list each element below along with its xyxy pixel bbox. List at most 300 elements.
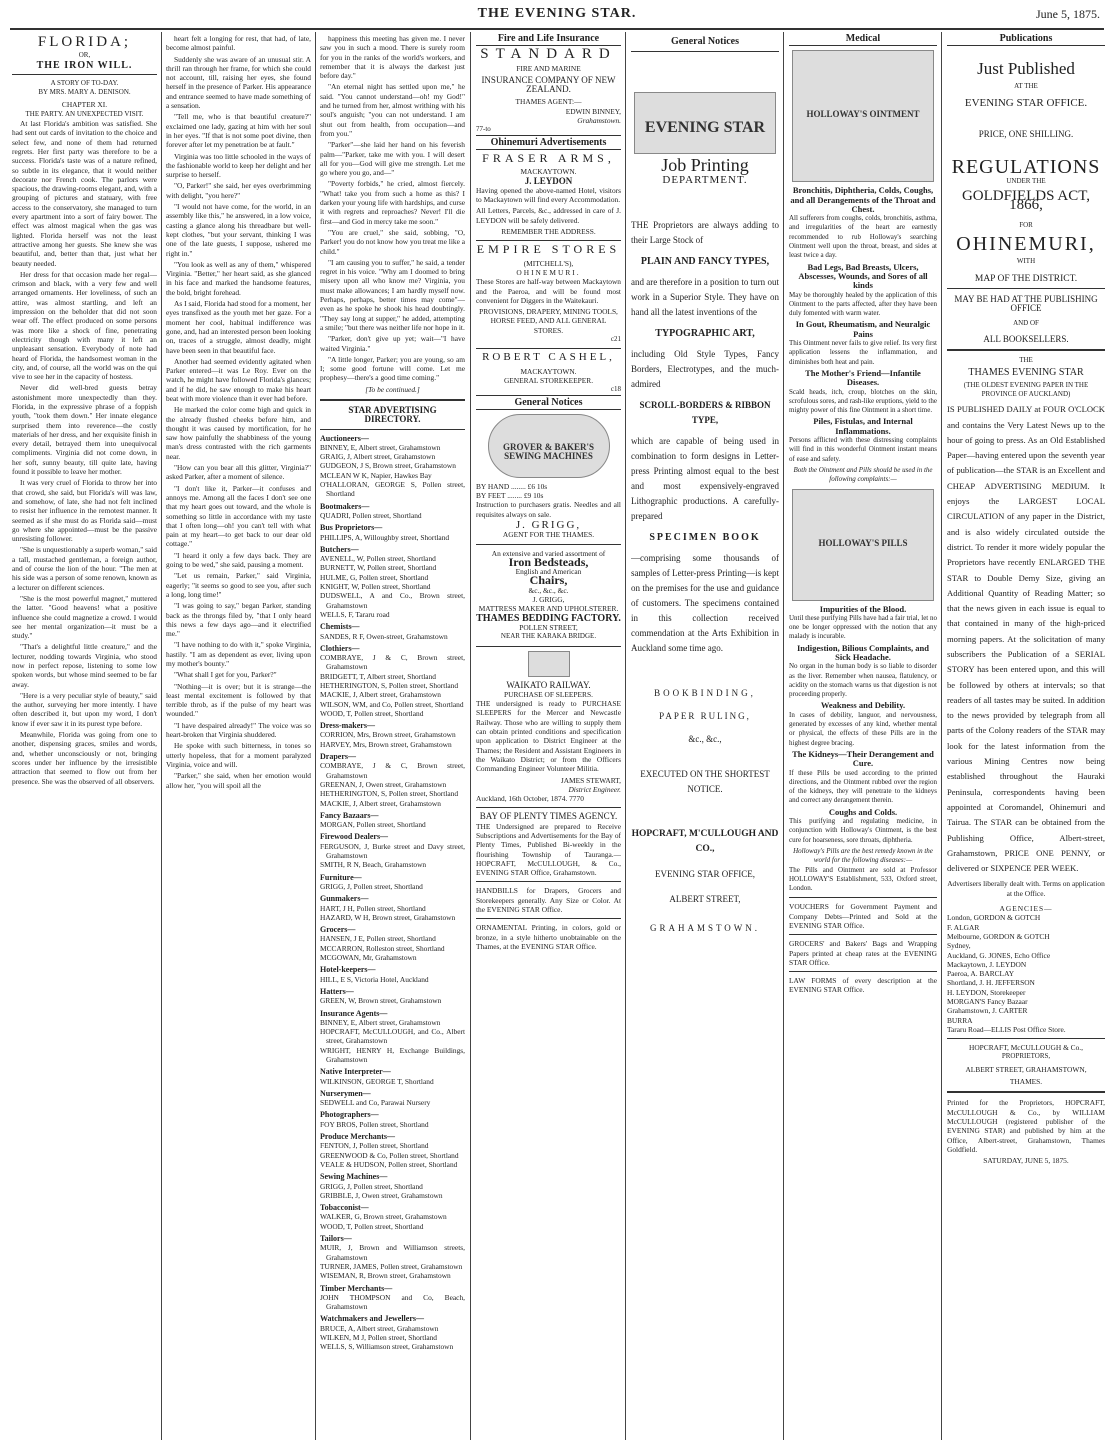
impurities-heading: Impurities of the Blood.	[819, 603, 907, 614]
directory-entry	[320, 925, 465, 962]
story-paragraph: "What shall I get for you, Parker?"	[174, 670, 277, 680]
story-paragraph: "Let us remain, Parker," said Virginia, eagerly; "it seems so good to see you, after such a long, long time!"	[166, 571, 311, 599]
masthead-title: THE EVENING STAR.	[477, 6, 637, 21]
agency-line: H. LEYDON, Storekeeper	[947, 987, 1026, 997]
story-paragraph: Virginia was too little schooled in the ways of the fashionable world to keep her delight and her surprise to herself.	[166, 151, 311, 180]
directory-line: BINNEY, E, Albert street, Grahamstown	[320, 1017, 441, 1027]
advertisers: Advertisers liberally dealt with. Terms on application at the Office.	[947, 879, 1105, 898]
thames: THAMES.	[1009, 1077, 1043, 1087]
mackaytown: MACKAYTOWN.	[520, 366, 577, 376]
column-story	[12, 34, 157, 1440]
directory-line: WISEMAN, R, Brown street, Grahamstown	[320, 1271, 451, 1281]
general-storekeeper: GENERAL STOREKEEPER.	[503, 375, 594, 385]
directory-category: Bus Proprietors—	[320, 523, 383, 533]
story-paragraph: "Poverty forbids," he cried, almost fiercely. "What! take you from such a home as this? I darken your young life with hardships, and curse it with regrets and reproaches? Never! I'll die first—and God in mercy take me soon."	[320, 179, 465, 226]
job-text: and are therefore in a position to turn out work in a Superior Style. They have on hand all the latest inventions of the	[631, 277, 779, 317]
story-paragraph: It was very cruel of Florida to throw her into that crowd, she said, but Florida's will was law, and somehow, of late, she had not felt inclined to resist her influence in the remotest manner. It seemed as if she must do as Florida said—must go where she appointed—must be the passive unresisting follower.	[12, 478, 157, 544]
masthead-date: June 5, 1875.	[1036, 7, 1100, 21]
letters-text: All Letters, Parcels, &c., addressed in care of J. LEYDON will be safely delivered.	[476, 206, 621, 225]
directory-line: MUIR, J, Brown and Williamson streets, Grahamstown	[320, 1243, 465, 1262]
directory-line: MORGAN, Pollen street, Shortland	[320, 820, 426, 830]
agency-line: Grahamstown, J. CARTER	[947, 1006, 1028, 1016]
ointment-label: HOLLOWAY'S OINTMENT	[806, 108, 920, 119]
directory-line: BRUCE, A, Albert street, Grahamstown	[320, 1323, 439, 1333]
section-general-notices: General Notices	[631, 34, 779, 52]
bad-legs-heading: Bad Legs, Bad Breasts, Ulcers, Abscesses, Wounds, and Sores of all kinds	[798, 261, 928, 291]
hopcraft: HOPCRAFT, M'CULLOUGH AND CO.,	[631, 829, 779, 854]
agency-line: MORGAN'S Fancy Bazaar	[947, 997, 1028, 1006]
job-text: including Old Style Types, Fancy Borders, Electrotypes, and the much-admired	[631, 349, 779, 389]
directory-entry	[320, 523, 465, 542]
imprint-text: Printed for the Proprietors, HOPCRAFT, McCULLOUGH & Co., by WILLIAM McCULLOUGH (registered publisher of the EVENING STAR) and published by him at the Office, Albert-street, Grahamstown, Thames Goldfield.	[947, 1098, 1105, 1154]
specimen-book: SPECIMEN BOOK	[649, 532, 761, 543]
emblem-label: GROVER & BAKER'S SEWING MACHINES	[502, 441, 594, 461]
pollen-street: POLLEN STREET,	[519, 622, 578, 632]
coughs-text: This purifying and regulating medicine, in conjunction with Holloway's Ointment, is the best cure for hoarseness, sore throats, diphtheria.	[789, 817, 937, 844]
directory-line: MCLEAN W K, Napier, Hawkes Bay	[320, 470, 432, 480]
directory-category: Photographers—	[320, 1110, 379, 1120]
directory-line: FERGUSON, J, Burke street and Davy street, Grahamstown	[320, 841, 465, 861]
directory-entry	[320, 1009, 465, 1065]
bay-text: THE Undersigned are prepared to Receive Subscriptions and Advertisements for the Bay of Plenty Times, Published Bi-weekly in the flourishing Township of Tauranga.—HOPCRAFT, McCULLOUGH, & Co., EVENING STAR Office, Grahamstown.	[476, 821, 621, 878]
standard-heading: STANDARD	[480, 46, 617, 63]
directory-category: Watchmakers and Jewellers—	[320, 1314, 424, 1324]
assortment: An extensive and varied assortment of	[491, 548, 606, 558]
directory-line: HETHERINGTON, S, Pollen street, Shortland	[320, 681, 459, 690]
directory-entry	[320, 1314, 465, 1351]
bookbinding: BOOKBINDING,	[654, 688, 756, 698]
section-fire-insurance: Fire and Life Insurance	[476, 34, 621, 46]
directory-line: WOOD, T, Pollen street, Shortland	[320, 1221, 424, 1231]
directory-category: Furniture—	[320, 872, 362, 882]
job-text: —comprising some thousands of samples of Letter-press Printing—is kept on the premises for the use and guidance of customers. The specimens contained in this collection received commendation at the Arts Exhibition in Auckland some time ago.	[631, 553, 779, 653]
directory-line: WILKINSON, GEORGE T, Shortland	[320, 1076, 434, 1086]
story-paragraph: "Nothing—it is over; but it is strange—the least mental excitement is followed by that terrible throb, as if the pulse of my heart was wounded."	[166, 681, 311, 719]
directory-line: FENTON, J, Pollen street, Shortland	[320, 1141, 429, 1151]
instruct-text: Instruction to purchasers gratis. Needles and all requisites always on sale.	[476, 500, 621, 519]
directory-line: HANSEN, J E, Pollen street, Shortland	[320, 934, 436, 944]
directory-category: Grocers—	[320, 925, 356, 935]
evening-star-logo-icon	[634, 92, 776, 154]
story-paragraph: "Here is a very peculiar style of beauty," said the author, surveying her more intently. I have often described it, but upon my word, I don't know if ever saw it in its purest type before.	[12, 690, 157, 728]
law-forms-text: LAW FORMS of every description at the EVENING STAR Office.	[789, 976, 937, 995]
directory-line: MACKIE, J, Albert street, Grahamstown	[320, 690, 441, 700]
directory-line: PHILLIPS, A, Willoughby street, Shortland	[320, 532, 450, 542]
to-be-continued: [To be continued.]	[365, 384, 420, 394]
ref-code: c21	[610, 335, 621, 344]
mackaytown: MACKAYTOWN.	[520, 167, 577, 177]
bronchitis-text: All sufferers from coughs, colds, bronchitis, asthma, and irregularities of the heart are earnestly recommended to rub Holloway's searching Ointment well upon the throat, breast, and sides at least twice a day.	[789, 214, 937, 260]
piles-heading: Piles, Fistulas, and Internal Inflammations.	[813, 416, 913, 436]
bedding-factory: THAMES BEDDING FACTORY.	[476, 612, 621, 624]
story-paragraph: "An eternal night has settled upon me," he said. "You cannot understand—oh! my God!" and he turned from her, almost writhing with his soul's anguish; "you can not understand. I am shut out from health, from occupation—and from you."	[320, 82, 465, 138]
story-paragraph: Another had seemed evidently agitated when Parker entered—it was Le Roy. Ever on the watch, he might have followed Florida's glances; and if he did, he saw enough to make his heart beat with more violence than it ever had before.	[166, 356, 311, 403]
directory-line: HETHERINGTON, S, Pollen street, Shortland	[320, 789, 459, 799]
and-of: AND OF	[1013, 319, 1039, 328]
indigestion-text: No organ in the human body is so liable to disorder as the liver. Remember when nausea, flatulency, or acidity on the stomach warns us that digestion is not proceeding properly.	[789, 662, 937, 699]
remedy-text: Holloway's Pills are the best remedy known in the world for the following diseases:—	[793, 846, 933, 865]
directory-list	[320, 434, 465, 1352]
agency-line: Tararu Road—ELLIS Post Office Store.	[947, 1024, 1066, 1034]
evening-star-office: EVENING STAR OFFICE,	[654, 869, 756, 879]
story-paragraph: happiness this meeting has given me. I never saw you in such a mood. There is surely room for you in the ranks of the world's workers, and remember that it is always the darkest just before day."	[320, 34, 465, 81]
column-publications	[947, 34, 1105, 1440]
directory-entry	[320, 1284, 465, 1312]
typographic-art: TYPOGRAPHIC ART,	[655, 328, 755, 339]
story-paragraph: He marked the color come high and quick in the already flushed cheeks before him, and thought it was caused by mortification, for he saw how painfully the shabbiness of the young man's dress contrasted with the rich garments near.	[166, 405, 311, 461]
agency-line: BURRA	[947, 1015, 973, 1025]
directory-category: Clothiers—	[320, 643, 360, 653]
directory-category: Tobacconist—	[320, 1203, 369, 1213]
directory-entry	[320, 622, 465, 641]
story-paragraph: "Tell me, who is that beautiful creature?" exclaimed one lady, gazing at him with her soul in her eyes. "If that is not some poet divine, then forever after let my penetration be at fault."	[166, 112, 311, 150]
at-the: AT THE	[1014, 81, 1038, 90]
column-ads-1	[476, 34, 621, 1440]
story-paragraph: At last Florida's ambition was satisfied. She had sent out cards of invitation to the choice and select few, and none of them had returned regrets. Her first party was therefore to be a success. Florida's taste was of a nature refined, so subtle in its elegance, that it would neither decorate nor French cook. The parlors were spacious, the drawing-rooms elegant, and, with a grouping of pictures and statuary, with free access to the conservatory, she managed to turn every apartment into a sort of fairy bower. The effect was almost magical when the gas was lighted. Florida herself was not the least attractive among her guests. She knew she was beautiful, and, better than that, just what her beauty needed.	[12, 119, 157, 268]
directory-category: Auctioneers—	[320, 433, 369, 443]
column-directory	[320, 34, 465, 1440]
story-paragraph: "I heard it only a few days back. They are going to be wed," she said, pausing a moment.	[166, 550, 311, 570]
directory-entry	[320, 1089, 465, 1108]
empire-stores: EMPIRE STORES	[476, 242, 621, 257]
directory-entry	[320, 1203, 465, 1231]
map-of-district: MAP OF THE DISTRICT.	[974, 273, 1078, 284]
directory-category: Timber Merchants—	[320, 1283, 393, 1293]
regulations: REGULATIONS	[951, 156, 1101, 179]
directory-line: WOOD, T, Pollen street, Shortland	[320, 708, 424, 718]
story-paragraph: heart felt a longing for rest, that had, of late, become almost painful.	[166, 34, 311, 53]
directory-entry	[320, 752, 465, 808]
directory-category: Fancy Bazaars—	[320, 810, 379, 820]
directory-line: FOY BROS, Pollen street, Shortland	[320, 1119, 429, 1129]
story-paragraph: "She is the most powerful magnet," muttered the latter. "Good heavens! what a positive influence she could magnetize a crowd. I would see her mental organization—it must be a study."	[12, 593, 157, 641]
directory-line: GRAIG, J, Albert street, Grahamstown	[320, 452, 436, 462]
agency-line: Shortland, J. H. JEFFERSON	[947, 978, 1035, 988]
story-paragraph: "O, Parker!" she said, her eyes overbrimming with delight, "you here?"	[166, 181, 311, 200]
section-publications: Publications	[947, 34, 1105, 46]
story-title: FLORIDA;	[37, 34, 132, 50]
directory-entry	[320, 1132, 465, 1169]
gout-heading: In Gout, Rheumatism, and Neuralgic Pains	[795, 319, 931, 339]
directory-category: Native Interpreter—	[320, 1067, 391, 1077]
agency-line: F. ALGAR	[947, 922, 980, 932]
agent-place: Grahamstown.	[577, 116, 621, 126]
directory-category: Drapers—	[320, 752, 356, 762]
vouchers-text: VOUCHERS for Government Payment and Company Debts—Printed and Sold at the EVENING STAR Office.	[789, 902, 937, 930]
price-by-hand: BY HAND ........ £6 10s	[476, 481, 548, 491]
directory-entry	[320, 1110, 465, 1129]
remember-address: REMEMBER THE ADDRESS.	[501, 227, 596, 237]
directory-line: KNIGHT, W, Pollen street, Shortland	[320, 582, 431, 592]
directory-line: SMITH, R N, Beach, Grahamstown	[320, 860, 427, 870]
directory-line: WELLS, S, Williamson street, Grahamstown	[320, 1342, 454, 1352]
iron-bedsteads: Iron Bedsteads,	[508, 554, 589, 569]
agency-line: London, GORDON & GOTCH	[947, 913, 1041, 923]
directory-category: Hatters—	[320, 986, 354, 996]
leydon-text: Having opened the above-named Hotel, visitors to Mackaytown will find every Accommodation.	[476, 185, 621, 205]
directory-entry	[320, 1234, 465, 1280]
railway-crest-icon	[528, 651, 570, 677]
fraser-arms: FRASER ARMS,	[482, 150, 615, 165]
story-paragraph: "I don't like it, Parker—it confuses and annoys me. Among all the faces I don't see one that my heart goes out toward, and the whole is something so little in accordance with my taste that I often long—oh! you can't tell with what pain at my heart—to get back to our dear old cottage."	[166, 483, 311, 549]
directory-entry	[320, 894, 465, 922]
ref-code: 77-to	[476, 125, 491, 134]
evening-star-office: EVENING STAR OFFICE.	[964, 96, 1088, 109]
piles-text: Persons afflicted with these distressing complaints will find in this wonderful Ointment instant means of ease and safety.	[789, 436, 937, 463]
indigestion-heading: Indigestion, Bilious Complaints, and Sick Headache.	[796, 642, 930, 662]
executed-notice: EXECUTED ON THE SHORTEST NOTICE.	[640, 769, 770, 794]
story-paragraph: Her dress for that occasion made her regal—crimson and black, with a very few and well arranged ornaments. Her loveliness, of such an attire, was almost startling, and left an impression on the beholder that did not soon wear off. The effect produced on some persons was more like a shock of fine, penetrating electricity though with many it left an unpleasant sensation. Everybody of note had heard of Florida, the handsomest woman in the city, and, of course, all the world was on the qui vive to see her in the capacity of hostess.	[12, 269, 157, 382]
handbills-text: HANDBILLS for Drapers, Grocers and Storekeepers generally. Any Size or Color. At the EVENING STAR Office.	[476, 886, 621, 915]
directory-category: Insurance Agents—	[320, 1008, 388, 1018]
directory-category: Tailors—	[320, 1234, 352, 1244]
ohinemuri: OHINEMURI,	[956, 232, 1096, 255]
footer-text: The Pills and Ointment are sold at Professor HOLLOWAY'S Establishment, 533, Oxford street, London.	[789, 865, 937, 893]
story-paragraph: Meanwhile, Florida was going from one to another, dispensing graces, smiles and words, and, whether unconsciously or not, bringing scores under her influence by the irresistible attraction that seemed to flow out from her presence. She was the observed of all observers.	[12, 730, 157, 786]
etc: &c., &c., &c.	[528, 585, 569, 595]
sewing-machine-emblem-icon	[488, 414, 610, 478]
weakness-text: In cases of debility, languor, and nervousness, generated by excesses of any kind, whether mental or physical, the effects of these Pills are in the highest degree bracing.	[789, 710, 937, 747]
price: PRICE, ONE SHILLING.	[978, 129, 1074, 140]
english-american: English and American	[515, 567, 582, 577]
directory-line: GREENWOOD & Co, Pollen street, Shortland	[320, 1150, 459, 1160]
mitchells: (MITCHELL'S),	[523, 258, 574, 268]
ornamental-text: ORNAMENTAL Printing, in colors, gold or bronze, in a style hitherto unobtainable on the Thames, at the EVENING STAR Office.	[476, 923, 621, 951]
section-ohinemuri: Ohinemuri Advertisements	[476, 135, 621, 150]
job-printing: Job Printing	[661, 155, 749, 175]
directory-category: Gunmakers—	[320, 894, 369, 904]
grigg: J. GRIGG,	[515, 518, 582, 531]
story-paragraph: "Parker," she said, when her emotion would allow her, "you will spoil all the	[166, 771, 311, 790]
directory-line: MACKIE, J, Albert street, Grahamstown	[320, 798, 441, 808]
job-text: THE Proprietors are always adding to their Large Stock of	[631, 220, 779, 245]
directory-category: Dress-makers—	[320, 721, 375, 731]
for: FOR	[1019, 220, 1033, 229]
story-paragraph: "She is unquestionably a superb woman," said a tall, mustached gentleman, a foreign author, and of course the lion of the hour. "The men at his side was a person of some renown, known as a lecturer on different sciences.	[12, 545, 157, 592]
directory-line: CORRION, Mrs, Brown street, Grahamstown	[320, 730, 456, 740]
story-byline: BY MRS. MARY A. DENISON.	[38, 88, 131, 97]
story-paragraph: "I have nothing to do with it," spoke Virginia, hastily. "I am as dependent as ever, living upon my mother's bounty."	[166, 640, 311, 668]
directory-entry	[320, 987, 465, 1006]
column-medical	[789, 34, 937, 1440]
masthead	[10, 6, 1104, 30]
story-paragraph: Never did well-bred guests betray astonishment more unexpectedly than they. Florida, in the expressive phrase of a foppish youth, "took them down." Her innate elegance surprised them into reverence—the costly materials of her dress, and her exquisite finish in every detail, betrayed them into unequivocal compliments. Virginia did not come down, in her soft, sunny beauty, till quite late, having found it possible to leave her mother.	[12, 383, 157, 477]
impurities-text: Until these purifying Pills have had a fair trial, let no one be longer oppressed with the notion that any malady is incurable.	[789, 613, 937, 641]
directory-line: HAZARD, W H, Brown street, Grahamstown	[320, 912, 456, 922]
oldest-paper: (THE OLDEST EVENING PAPER IN THE PROVINCE OF AUCKLAND)	[963, 380, 1089, 398]
column-job-printing	[631, 34, 779, 1440]
hopcraft: HOPCRAFT, McCULLOUGH & Co.,	[968, 1043, 1083, 1053]
directory-line: TURNER, JAMES, Pollen street, Grahamstown	[320, 1261, 463, 1271]
agencies-list	[947, 913, 1105, 1034]
directory-line: WELLS, F, Tararu road	[320, 609, 390, 619]
story-paragraph: "Parker"—she laid her hand on his feverish palm—"Parker, take me with you. I will desert all for you—God will give me strength. Let me go where you go, and—"	[320, 140, 465, 178]
just-published: Just Published	[977, 59, 1075, 79]
grahamstown: GRAHAMSTOWN.	[649, 923, 761, 933]
directory-line: JOHN THOMPSON and Co, Beach, Grahamstown	[320, 1292, 465, 1312]
directory-line: BURNETT, W, Pollen street, Shortland	[320, 563, 437, 573]
may-be-had: MAY BE HAD AT THE PUBLISHING OFFICE	[954, 293, 1098, 314]
story-paragraph: "You are cruel," she said, sobbing, "O, Parker! you do not know how you treat me like a child."	[320, 227, 465, 256]
story-paragraph: "I would not have come, for the world, in an assembly like this," he answered, in a low voice, casting a glance along his threadbare but well-kept clothes, "but your servant, thinking I was one of the late guests, I suppose, ushered me right in."	[166, 202, 311, 258]
grocers-text: GROCERS' and Bakers' Bags and Wrapping Papers printed at cheap rates at the EVENING STAR Office.	[789, 939, 937, 967]
albert-street: ALBERT STREET, GRAHAMSTOWN,	[965, 1064, 1087, 1074]
directory-category: Butchers—	[320, 544, 359, 554]
leydon: J. LEYDON	[524, 175, 573, 186]
purchase-sleepers: PURCHASE OF SLEEPERS.	[504, 689, 593, 699]
directory-line: BRIDGETT, T, Albert street, Shortland	[320, 671, 436, 681]
bronchitis-heading: Bronchitis, Diphtheria, Colds, Coughs, and all Derangements of the Throat and Chest.	[790, 185, 936, 214]
directory-entry	[320, 873, 465, 892]
agent-thames: AGENT FOR THE THAMES.	[502, 530, 595, 540]
star-body-text: IS PUBLISHED DAILY at FOUR O'CLOCK and contains the Very Latest News up to the hour of going to press. As an Old Established Paper—having entered upon the seventh year of publication—the STAR is an Excellent and CHEAP ADVERTISING MEDIUM. It enjoys the LARGEST LOCAL CIRCULATION of any paper in the District, and is also widely circulated outside the district. To render it more widely popular the Proprietors have recently ENLARGED THE STAR to Double Demy Size, giving an Additional Quantity of Reading Matter; so that the news given in each issue is equal to that contained in many of the high-priced morning papers. At the solicitation of many subscribers the Publication of a SERIAL STORY has been entered upon, and this will be followed by others at intervals; so that readers of all tastes may be suited. In addition to the news provided by telegraph from all parts of the Colony readers of the STAR may look for the latest information from the various Mining Centres now being established throughout the Hauraki Peninsula, correspondents having been appointed at Coromandel, Ohinemuri and Tairua. The STAR can be obtained from the Publishing Office, Albert-street, Grahamstown, PRICE ONE PENNY, or delivered or SIXPENCE PER WEEK.	[947, 404, 1105, 874]
goldfields-act: GOLDFIELDS ACT, 1866,	[961, 188, 1091, 214]
directory-category: Produce Merchants—	[320, 1132, 396, 1142]
story-subtitle: THE IRON WILL.	[36, 59, 133, 71]
thames-evening-star: THAMES EVENING STAR	[968, 367, 1084, 379]
directory-line: MCCARRON, Rolleston street, Shortland	[320, 943, 445, 953]
karaka-bridge: NEAR THE KARAKA BRIDGE.	[500, 632, 597, 641]
mother-text: Scald heads, itch, croup, blotches on the skin, scrofulous sores, and rash-like eruptions, yield to the mighty power of this fine Ointment in a short time.	[789, 387, 937, 415]
directory-line: HULME, G, Pollen street, Shortland	[320, 572, 429, 582]
column-story-cont	[166, 34, 311, 1440]
directory-line: DUDSWELL, A and Co., Brown street, Grahamstown	[320, 591, 465, 610]
agency-line: Paeroa, A. BARCLAY	[947, 969, 1015, 979]
directory-line: AVENELL, W, Pollen street, Shortland	[320, 554, 436, 564]
plain-fancy-types: PLAIN AND FANCY TYPES,	[640, 256, 770, 267]
story-paragraph: "I was going to say," began Parker, standing back as the throngs filed by, "that I only heard this news a few days ago—and it electrified me."	[166, 601, 311, 639]
directory-entry	[320, 434, 465, 499]
imprint-date: SATURDAY, JUNE 5, 1875.	[983, 1156, 1069, 1166]
story-chapter: CHAPTER XI.	[61, 100, 108, 110]
scroll-borders: SCROLL-BORDERS & RIBBON TYPE,	[639, 400, 771, 425]
story-paragraph: As I said, Florida had stood for a moment, her eyes transfixed as the youth met her gaze. For a moment her cool, habitual indifference was gone, and, had an interested person been looking on, traces of a struggle, almost deadly, might have been seen in that beautiful face.	[166, 299, 311, 355]
story-or: OR,	[78, 51, 91, 60]
story-paragraph: "I have despaired already!" The voice was so heart-broken that Virginia shuddered.	[166, 720, 311, 740]
both-text: Both the Ointment and Pills should be used in the following complaints:—	[793, 465, 933, 484]
directory-entry	[320, 832, 465, 869]
district-engineer: District Engineer.	[568, 784, 621, 794]
department: DEPARTMENT.	[662, 174, 748, 186]
directory-line: HOPCRAFT, McCULLOUGH, and Co., Albert street, Grahamstown	[320, 1027, 465, 1046]
insurance-company: INSURANCE COMPANY OF NEW ZEALAND.	[481, 74, 616, 95]
directory-line: WILKEN, M J, Pollen street, Shortland	[320, 1333, 438, 1342]
holloways-ointment-illustration-icon	[792, 50, 934, 182]
agency-line: Mackaytown, J. LEYDON	[947, 959, 1027, 969]
with: WITH	[1016, 257, 1036, 266]
logo-text: EVENING STAR	[644, 119, 766, 136]
directory-line: QUADRI, Pollen street, Shortland	[320, 510, 422, 520]
coughs-heading: Coughs and Colds.	[828, 806, 898, 817]
etc: &c., &c.,	[688, 734, 722, 744]
kidneys-text: If these Pills be used according to the printed directions, and the Ointment rubbed over the region of the kidneys, they will penetrate to the kidneys and correct any derangement therein.	[789, 768, 937, 805]
directory-line: GRIGG, J, Pollen street, Shortland	[320, 1181, 423, 1191]
directory-entry	[320, 545, 465, 619]
directory-line: COMBRAYE, J & C, Brown street, Grahamstown	[320, 653, 465, 672]
job-text: which are capable of being used in combination to form designs in Letter-press Printing almost equal to the best and most expensively-engraved Lithographic productions. A carefully-prepared	[631, 436, 779, 521]
directory-line: SEDWELL and Co, Parawai Nursery	[320, 1098, 431, 1108]
directory-entry	[320, 644, 465, 718]
directory-entry	[320, 1172, 465, 1200]
directory-line: GUDGEON, J S, Brown street, Grahamstown	[320, 461, 456, 471]
agency-line: Sydney,	[947, 941, 971, 951]
directory-line: O'HALLORAN, GEORGE S, Pollen street, Shortland	[320, 480, 465, 499]
agency-line: Auckland, G. JONES, Echo Office	[947, 950, 1051, 960]
directory-category: Chemists—	[320, 622, 360, 632]
fire-marine: FIRE AND MARINE	[516, 63, 581, 73]
directory-line: GRIGG, J, Pollen street, Shortland	[320, 881, 423, 891]
story-chapter-title: THE PARTY. AN UNEXPECTED VISIT.	[25, 109, 144, 118]
directory-entry	[320, 721, 465, 749]
section-general-notices: General Notices	[476, 395, 621, 410]
directory-line: SANDES, R F, Owen-street, Grahamstown	[320, 631, 448, 641]
under-the: UNDER THE	[1006, 176, 1046, 185]
directory-entry	[320, 1067, 465, 1086]
directory-category: Firewood Dealers—	[320, 832, 389, 842]
albert-street: ALBERT STREET,	[669, 894, 741, 904]
directory-entry	[320, 811, 465, 830]
story-paragraph: "How can you bear all this glitter, Virginia?" asked Parker, after a moment of silence.	[166, 463, 311, 482]
agencies-heading: AGENCIES—	[999, 904, 1053, 914]
mattress-maker: MATTRESS MAKER AND UPHOLSTERER.	[478, 604, 619, 614]
story-paragraph: Suddenly she was aware of an unusual stir. A thrill ran through her frame, for which she could not account, till, raising her eyes, she found herself in the presence of Parker. His appearance and entrance seemed to have made something of a sensation.	[166, 54, 311, 111]
agent-name: EDWIN BINNEY,	[565, 106, 621, 116]
story-paragraph: "You look as well as any of them," whispered Virginia. "Better," her heart said, as she glanced in his face and marked the handsome features, the bold, bright forehead.	[166, 259, 311, 297]
story-paragraph: He spoke with such bitterness, in tones so utterly hopeless, that for a moment paralyzed Virginia, voice and will.	[166, 741, 311, 769]
kidneys-heading: The Kidneys—Their Derangement and Cure.	[792, 748, 934, 769]
bad-legs-text: May be thoroughly healed by the application of this Ointment to the parts affected, after they have been duly fomented with warm water.	[789, 290, 937, 318]
directory-line: WILSON, WM, and Co, Pollen street, Shortland	[320, 699, 464, 709]
story-paragraph: "A little longer, Parker; you are young, so am I; some good fortune will come. Let me prophesy—there's a good time coming."	[320, 354, 465, 383]
directory-line: GREEN, W, Brown street, Grahamstown	[320, 996, 442, 1006]
pills-label: HOLLOWAY'S PILLS	[818, 538, 908, 548]
directory-line: MCGOWAN, Mr, Grahamstown	[320, 953, 417, 963]
directory-category: Sewing Machines—	[320, 1172, 388, 1182]
story-paragraph: "Parker, don't give up yet; wait—"I have waited Virginia."	[320, 334, 465, 353]
gout-text: This Ointment never fails to give relief. Its very first application lessens the inflammation, and diminishes both heat and pain.	[789, 339, 937, 366]
story-tag: A STORY OF TO-DAY.	[50, 78, 119, 87]
all-booksellers: ALL BOOKSELLERS.	[983, 333, 1069, 344]
directory-category: Bootmakers—	[320, 501, 370, 511]
directory-line: VEALE & HUDSON, Pollen street, Shortland	[320, 1159, 458, 1169]
directory-line: COMBRAYE, J & C, Brown street, Grahamstown	[320, 761, 465, 780]
weakness-heading: Weakness and Debility.	[820, 700, 906, 711]
directory-line: WRIGHT, HENRY H, Exchange Buildings, Grahamstown	[320, 1045, 465, 1064]
auckland-date: Auckland, 16th October, 1874.	[476, 794, 568, 804]
mother-heading: The Mother's Friend—Infantile Diseases.	[805, 367, 921, 388]
directory-category: Nurserymen—	[320, 1088, 371, 1098]
ref-code: 7770	[569, 794, 584, 804]
grigg: J. GRIGG,	[532, 595, 565, 605]
paper-ruling: PAPER RULING,	[659, 711, 751, 721]
empire-text: These Stores are half-way between Mackaytown and the Paeroa, and will be found most convenient for Diggers in the Waitekauri.	[476, 277, 621, 305]
waikato-text: THE undersigned is ready to PURCHASE SLEEPERS for the Mercer and Newcastle Railway. Those who are willing to supply them can obtain printed conditions and specification upon application to District Engineer at the Thames; the Resident and Assistant Engineers in the Waikato District; or from the Officers Commanding Engineer Volunteer Militia.	[476, 699, 621, 774]
chairs: Chairs,	[529, 573, 568, 588]
directory-line: BINNEY, E, Albert street, Grahamstown	[320, 442, 441, 452]
directory-entry	[320, 502, 465, 521]
the: THE	[1019, 356, 1033, 365]
waikato-railway: WAIKATO RAILWAY.	[506, 679, 591, 690]
robert-cashel: ROBERT CASHEL,	[482, 351, 615, 364]
directory-line: HILL, E S, Victoria Hotel, Auckland	[320, 974, 429, 984]
ref-code: c18	[610, 385, 621, 394]
directory-line: WALKER, G, Brown street, Grahamstown	[320, 1212, 447, 1222]
directory-line: HARVEY, Mrs, Brown street, Grahamstown	[320, 739, 452, 749]
price-by-feet: BY FEET ........ £9 10s	[476, 491, 544, 501]
holloways-pills-illustration-icon	[792, 489, 934, 601]
bay-of-plenty: BAY OF PLENTY TIMES AGENCY.	[479, 811, 618, 822]
proprietors: PROPRIETORS,	[1001, 1052, 1051, 1061]
